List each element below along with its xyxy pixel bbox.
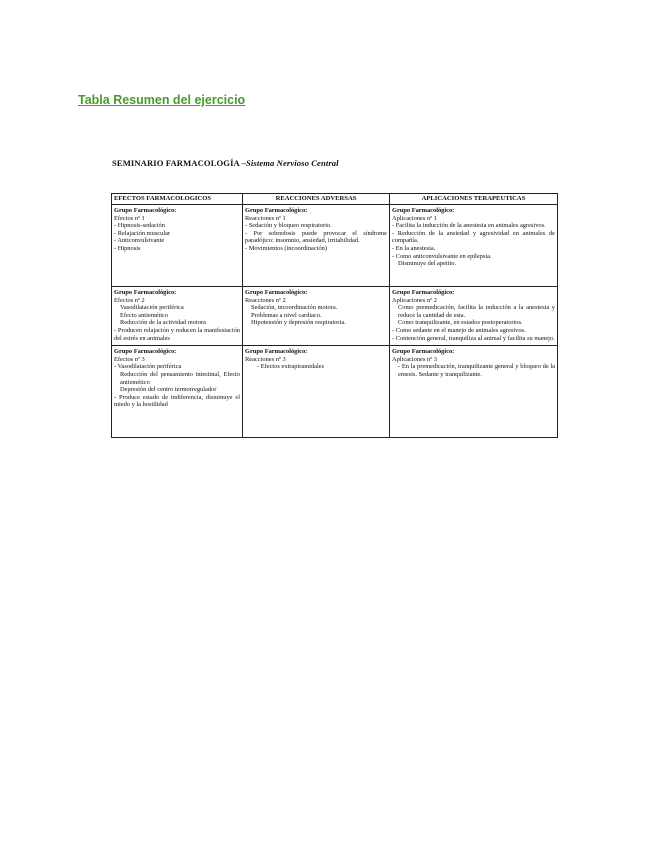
- group-label: Grupo Farmacológico:: [114, 289, 177, 296]
- application-item: - Reducción de la ansiedad y agresividad en animales de compañía.: [392, 229, 555, 245]
- applications-label: Aplicaciones nº 3: [392, 355, 437, 363]
- effects-cell: [112, 346, 243, 438]
- group-label: Grupo Farmacológico:: [245, 207, 308, 214]
- group-label: Grupo Farmacológico:: [245, 348, 308, 356]
- effects-label: Efectos nº 1: [114, 214, 145, 222]
- application-item: - Facilita la inducción de la anestesia en animales agresivos.: [392, 222, 546, 230]
- adverse-item: - Sedación y bloqueo respiratorio.: [245, 222, 332, 230]
- application-item: Como tranquilizante, en estados postoperatorios.: [398, 319, 523, 327]
- group-label: Grupo Farmacológico:: [392, 207, 455, 214]
- adverse-item: - Efectos extrapiramidales: [257, 363, 325, 371]
- effect-item: Reducción del pensamiento intestinal, Efecto antiemético: [120, 370, 240, 386]
- table-row: [112, 205, 558, 287]
- application-item: Como premedicación, facilita la inducción a la anestesia y reduce la cantidad de esta.: [398, 304, 555, 319]
- effect-item: - Anticonvulsivante: [114, 237, 165, 245]
- effect-item: Reducción de la actividad motora: [120, 319, 206, 327]
- adverse-label: Reacciones nº 2: [245, 296, 286, 304]
- applications-cell: [390, 346, 558, 438]
- effect-item: - Producen relajación y reducen la manifestación del estrés en animales: [114, 326, 240, 342]
- caption-subtitle: Sistema Nervioso Central: [246, 158, 339, 168]
- effect-item: - Hipnosis: [114, 244, 141, 252]
- adverse-label: Reacciones nº 3: [245, 355, 286, 363]
- applications-label: Aplicaciones nº 1: [392, 214, 437, 222]
- effects-label: Efectos nº 3: [114, 355, 145, 363]
- adverse-cell: [243, 205, 390, 287]
- effect-item: - Hipnosis-sedación: [114, 222, 165, 230]
- adverse-item: Hipotensión y depresión respiratoria.: [251, 319, 346, 327]
- application-item: - En la premedicación, tranquilizante general y bloqueo de la emesis. Sedante y tranquilizante.: [398, 363, 555, 378]
- application-item: Disminuye del apetito.: [398, 260, 457, 268]
- group-label: Grupo Farmacológico:: [114, 207, 177, 214]
- pharmacology-summary-table: [111, 193, 558, 438]
- effect-item: - Vasodilatación periférica: [114, 363, 182, 371]
- table-header-row: [112, 194, 558, 205]
- header-adverse: REACCIONES ADVERSAS: [243, 194, 390, 205]
- adverse-label: Reacciones nº 1: [245, 214, 286, 222]
- application-item: - Como anticonvulsivante en epilepsia.: [392, 252, 492, 260]
- application-item: - Contención general, tranquiliza al animal y facilita su manejo.: [392, 334, 555, 342]
- effects-cell: [112, 205, 243, 287]
- adverse-item: - Movimientos (incoordinación): [245, 244, 327, 252]
- group-label: Grupo Farmacológico:: [392, 348, 455, 356]
- application-item: - En la anestesia.: [392, 244, 436, 252]
- caption-title: SEMINARIO FARMACOLOGÍA –: [112, 158, 247, 168]
- seminar-caption: [112, 158, 339, 168]
- adverse-cell: [243, 287, 390, 346]
- effect-item: Efecto antiemético: [120, 311, 169, 319]
- table-row: [112, 287, 558, 346]
- group-label: Grupo Farmacológico:: [245, 289, 308, 296]
- effects-cell: [112, 287, 243, 346]
- header-effects: EFECTOS FARMACOLOGICOS: [112, 194, 243, 205]
- effect-item: Vasodilatación periférica: [120, 304, 184, 312]
- effect-item: - Relajación muscular: [114, 229, 171, 237]
- summary-table-link[interactable]: Tabla Resumen del ejercicio: [78, 93, 246, 107]
- table-row: [112, 346, 558, 438]
- application-item: - Como sedante en el manejo de animales agresivos.: [392, 326, 526, 334]
- effect-item: Depresión del centro termorregulador: [120, 386, 217, 394]
- effects-label: Efectos nº 2: [114, 296, 145, 304]
- group-label: Grupo Farmacológico:: [392, 289, 455, 296]
- group-label: Grupo Farmacológico:: [114, 348, 177, 356]
- applications-cell: [390, 287, 558, 346]
- adverse-item: Problemas a nivel cardiaco.: [251, 311, 322, 319]
- adverse-item: - Por sobredosis puede provocar el síndrome paradójico: insomnio, ansiedad, irritabilidad.: [245, 229, 387, 245]
- applications-cell: [390, 205, 558, 287]
- adverse-item: Sedación, incoordinación motora.: [251, 304, 338, 312]
- header-applications: APLICACIONES TERAPEUTICAS: [390, 194, 558, 205]
- adverse-cell: [243, 346, 390, 438]
- applications-label: Aplicaciones nº 2: [392, 296, 437, 304]
- effect-item: - Produce estado de indiferencia, disminuye el miedo y la hostilidad: [114, 393, 240, 409]
